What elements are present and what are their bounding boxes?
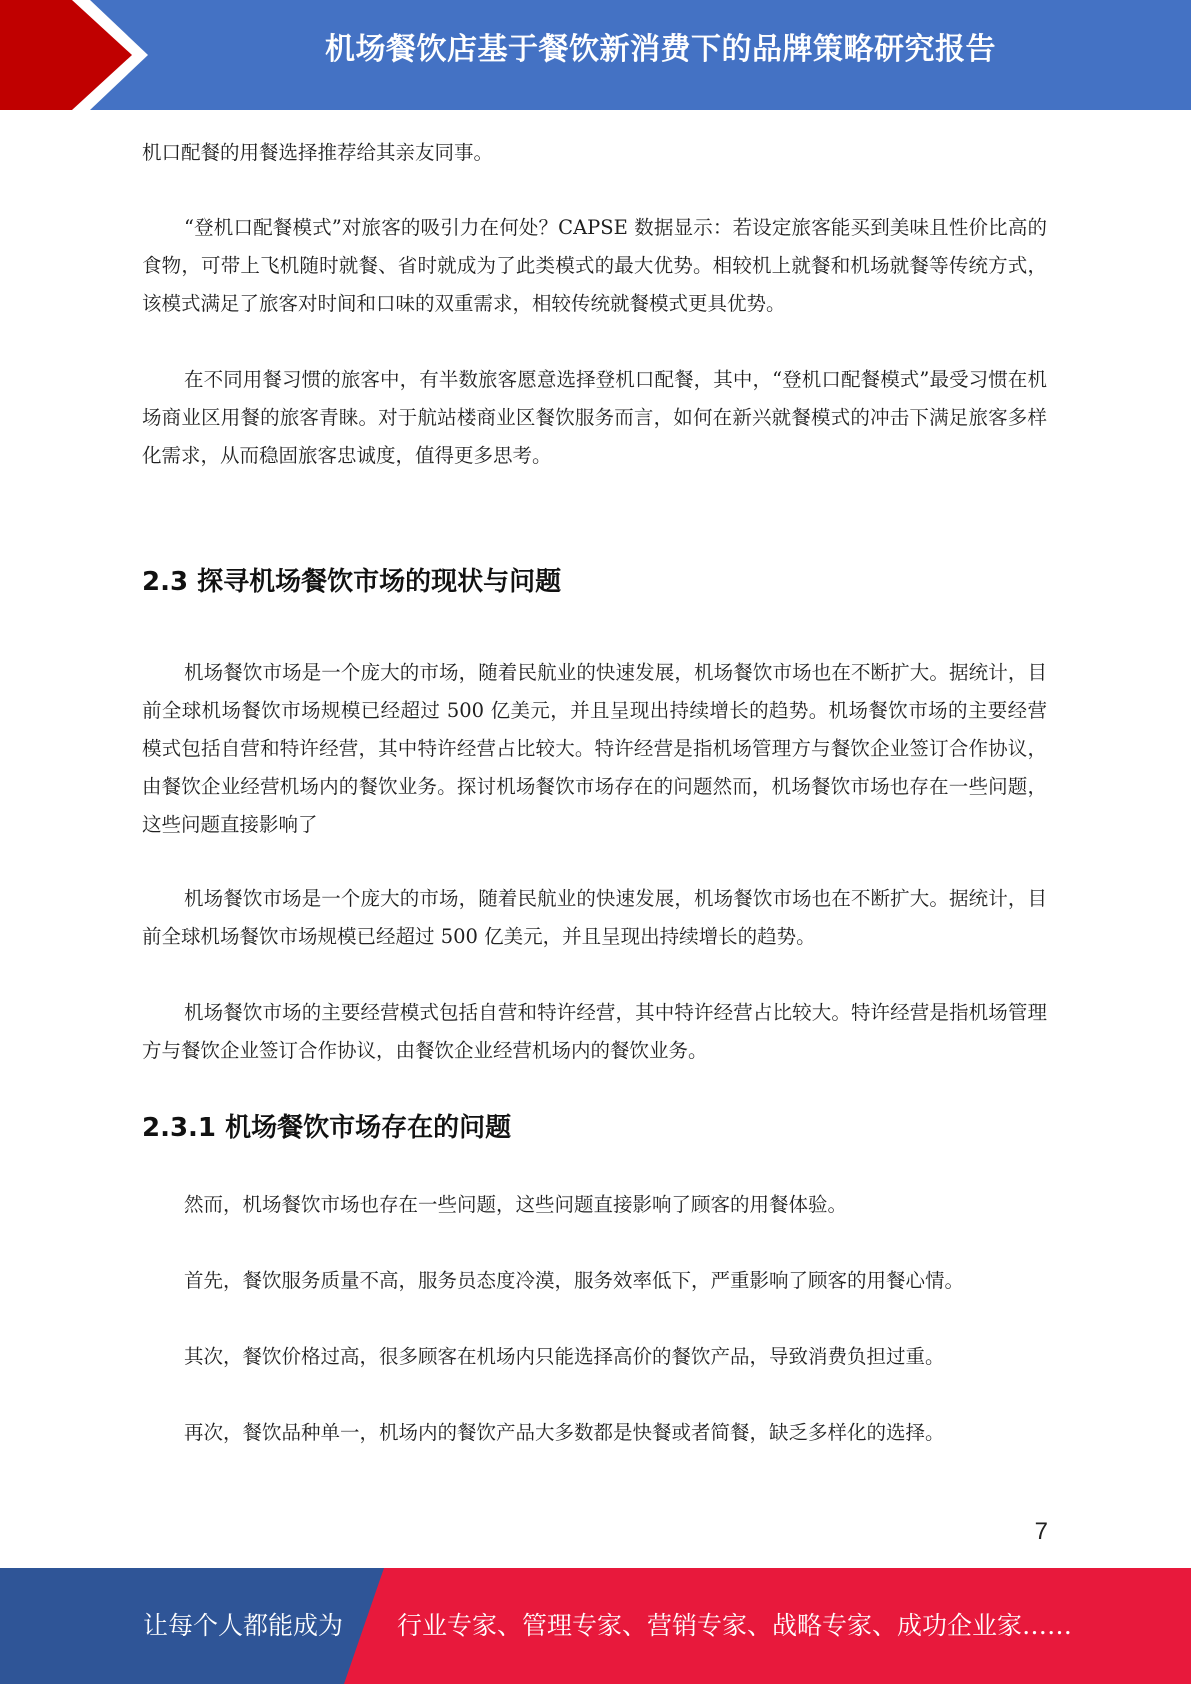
footer-slogan-left: 让每个人都能成为: [143, 1611, 344, 1640]
paragraph-8: 首先，餐饮服务质量不高，服务员态度冷漠，服务效率低下，严重影响了顾客的用餐心情。: [184, 1269, 965, 1292]
paragraph-7: 然而，机场餐饮市场也存在一些问题，这些问题直接影响了顾客的用餐体验。: [184, 1193, 848, 1216]
page-header: [0, 0, 1191, 110]
paragraph-9: 其次，餐饮价格过高，很多顾客在机场内只能选择高价的餐饮产品，导致消费负担过重。: [184, 1345, 945, 1368]
page-number: 7: [1034, 1518, 1048, 1545]
page-footer: [0, 1568, 1191, 1684]
paragraph-5: 机场餐饮市场是一个庞大的市场，随着民航业的快速发展，机场餐饮市场也在不断扩大。据统计，目前全球机场餐饮市场规模已经超过 500 亿美元，并且呈现出持续增长的趋势。: [142, 887, 1047, 948]
paragraph-10: 再次，餐饮品种单一，机场内的餐饮产品大多数都是快餐或者简餐，缺乏多样化的选择。: [184, 1421, 945, 1444]
paragraph-4: 机场餐饮市场是一个庞大的市场，随着民航业的快速发展，机场餐饮市场也在不断扩大。据统计，目前全球机场餐饮市场规模已经超过 500 亿美元，并且呈现出持续增长的趋势。机场餐饮市场的主要经营模式包括自营和特许经营，其中特许经营占比较大。特许经营是指机场管理方与餐饮企业签订合作协议，由餐饮企业经营机场内的餐饮业务。探讨机场餐饮市场存在的问题然而，机场餐饮市场也存在一些问题，这些问题直接影响了: [142, 661, 1047, 836]
section-heading-2-3: 2.3 探寻机场餐饮市场的现状与问题: [142, 567, 562, 597]
paragraph-1: 机口配餐的用餐选择推荐给其亲友同事。: [142, 141, 494, 164]
section-heading-2-3-1: 2.3.1 机场餐饮市场存在的问题: [142, 1113, 512, 1143]
header-arrow-graphic: [0, 0, 160, 110]
document-title: 机场餐饮店基于餐饮新消费下的品牌策略研究报告: [325, 32, 996, 67]
paragraph-3: 在不同用餐习惯的旅客中，有半数旅客愿意选择登机口配餐，其中，“登机口配餐模式”最受习惯在机场商业区用餐的旅客青睐。对于航站楼商业区餐饮服务而言，如何在新兴就餐模式的冲击下满足旅客多样化需求，从而稳固旅客忠诚度，值得更多思考。: [142, 368, 1047, 467]
paragraph-2: “登机口配餐模式”对旅客的吸引力在何处？CAPSE 数据显示：若设定旅客能买到美味且性价比高的食物，可带上飞机随时就餐、省时就成为了此类模式的最大优势。相较机上就餐和机场就餐等传统方式，该模式满足了旅客对时间和口味的双重需求，相较传统就餐模式更具优势。: [142, 216, 1047, 315]
paragraph-6: 机场餐饮市场的主要经营模式包括自营和特许经营，其中特许经营占比较大。特许经营是指机场管理方与餐饮企业签订合作协议，由餐饮企业经营机场内的餐饮业务。: [142, 1001, 1047, 1062]
footer-slogan-right: 行业专家、管理专家、营销专家、战略专家、成功企业家……: [397, 1611, 1073, 1640]
